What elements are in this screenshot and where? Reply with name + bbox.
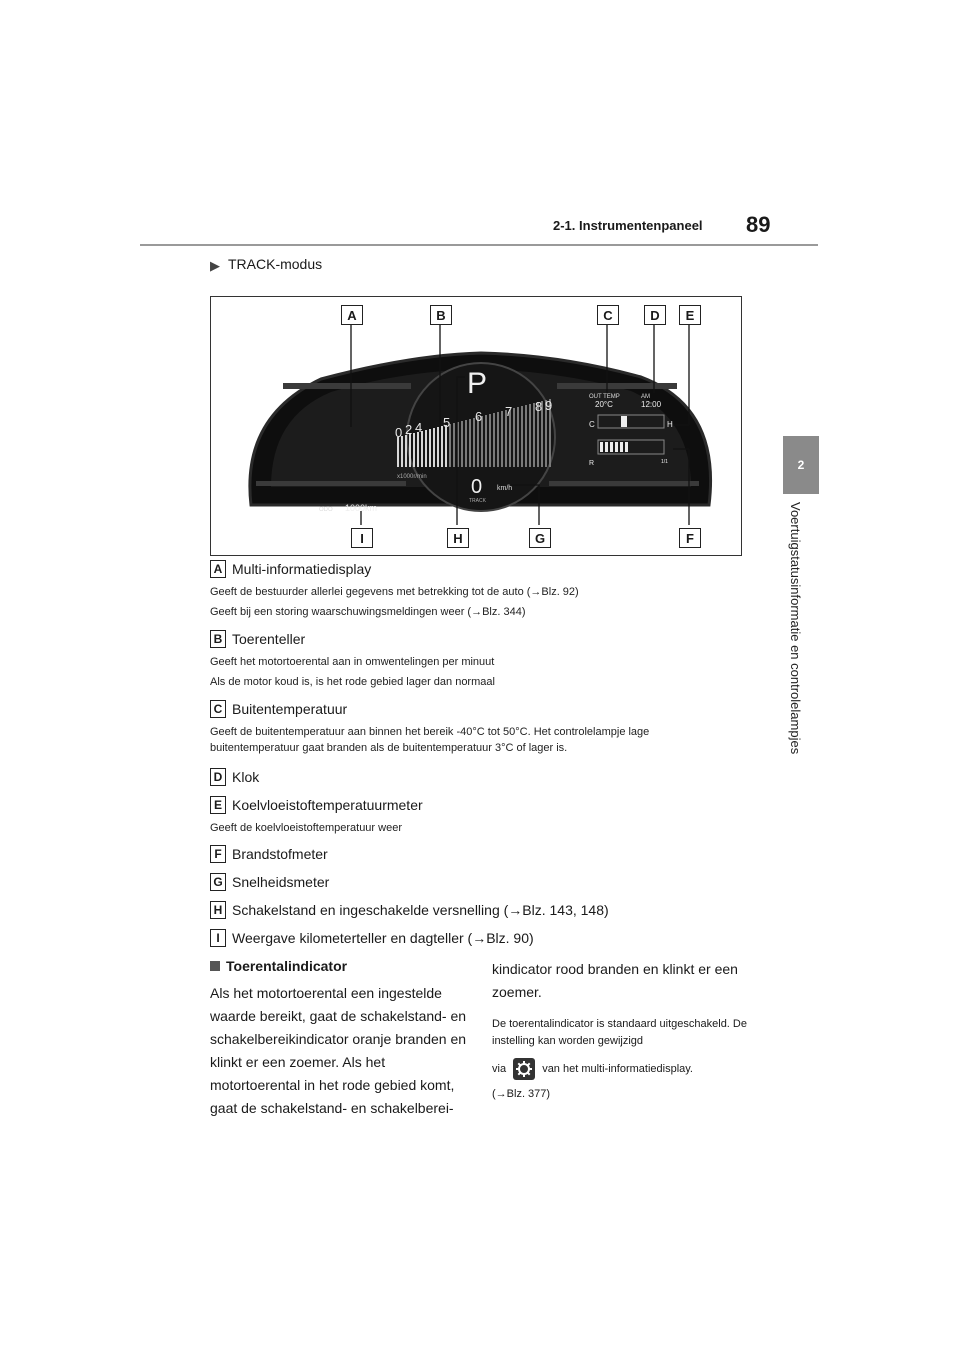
rpm-unit: x1000r/min xyxy=(397,474,427,480)
gear-icon-svg xyxy=(513,1058,535,1080)
legend-name: Snelheidsmeter xyxy=(232,874,330,890)
rpm-tick: 4 xyxy=(415,420,423,435)
bullet-arrow-icon: ▶ xyxy=(210,258,220,273)
mode-title: TRACK-modus xyxy=(228,256,323,272)
gear-icon xyxy=(513,1058,535,1080)
legend-name: Koelvloeistoftemperatuurmeter xyxy=(232,797,423,813)
legend-letter: C xyxy=(210,700,226,718)
legend-desc: Geeft het motortoerental aan in omwentelingen per minuut xyxy=(210,656,495,669)
legend-item-d xyxy=(210,768,750,786)
legend-desc: Geeft de buitentemperatuur aan binnen het bereik -40°C tot 50°C. Het controlelampje lage buitentemperatuur gaat branden als de buitentemperatuur 3°C of lager is. xyxy=(210,726,650,755)
rpm-tick: 6 xyxy=(475,409,483,424)
legend-name: Klok xyxy=(232,769,260,785)
toerental-column-1 xyxy=(210,958,468,1120)
callout-b: B xyxy=(430,305,452,325)
body-paragraph: Als het motortoerental een ingestelde waarde bereikt, gaat de schakelstand- en schakelbereikindicator oranje branden en klinkt er een zoemer. Als het motortoerental in het rode gebied komt, gaat de schakelstand- en schakelberei- xyxy=(210,985,467,1116)
legend-name: Brandstofmeter xyxy=(232,846,328,862)
callout-f: F xyxy=(679,528,701,548)
legend-name: Weergave kilometerteller en dagteller (→Blz. 90) xyxy=(232,930,534,946)
speed-value: 0 xyxy=(471,476,483,498)
legend-item-h xyxy=(210,901,750,919)
legend-letter: G xyxy=(210,873,226,891)
section-title: 2-1. Instrumentenpaneel xyxy=(553,218,703,233)
legend-name: Toerenteller xyxy=(232,631,306,647)
square-bullet-icon xyxy=(210,961,220,971)
legend-desc: Geeft bij een storing waarschuwingsmeldingen weer (→Blz. 344) xyxy=(210,606,526,619)
rpm-tick: 2 xyxy=(405,422,413,437)
note-paragraph: De toerentalindicator is standaard uitgeschakeld. De instelling kan worden gewijzigd xyxy=(492,1018,747,1047)
fuel-reserve: R xyxy=(589,460,595,467)
callout-a: A xyxy=(341,305,363,325)
legend-letter: B xyxy=(210,630,226,648)
legend-letter: H xyxy=(210,901,226,919)
legend-letter: F xyxy=(210,845,226,863)
fuel-full: 1/1 xyxy=(661,459,668,465)
clock-time: 12:00 xyxy=(641,400,662,409)
out-temp-label: OUT TEMP xyxy=(589,394,620,400)
callout-i: I xyxy=(351,528,373,548)
legend-letter: E xyxy=(210,796,226,814)
callout-c: C xyxy=(597,305,619,325)
legend-name: Buitentemperatuur xyxy=(232,701,348,717)
callout-e: E xyxy=(679,305,701,325)
chapter-title xyxy=(788,502,810,802)
chapter-title-text: Voertuigstatusinformatie en controlelampjes xyxy=(788,502,803,755)
legend-name: Schakelstand en ingeschakelde versnelling (→Blz. 143, 148) xyxy=(232,902,609,918)
note-via: via xyxy=(492,1062,507,1075)
callout-g: G xyxy=(529,528,551,548)
rpm-tick: 8 xyxy=(535,399,543,414)
page-number: 89 xyxy=(746,212,771,237)
gear-indicator: P xyxy=(467,367,488,400)
rpm-tick: 0 xyxy=(395,425,403,440)
subsection-heading-text: Toerentalindicator xyxy=(226,958,348,974)
subsection-heading xyxy=(210,958,468,974)
rpm-tick: 7 xyxy=(505,404,513,419)
legend-item-g xyxy=(210,873,750,891)
legend-item-c xyxy=(210,700,750,756)
mode-label: TRACK xyxy=(469,498,486,504)
coolant-cold: C xyxy=(589,420,595,429)
rpm-tick: 5 xyxy=(443,415,451,430)
chapter-tab xyxy=(783,436,819,494)
legend-item-a xyxy=(210,560,750,620)
chapter-number: 2 xyxy=(797,458,805,472)
legend-desc: Geeft de bestuurder allerlei gegevens met betrekking tot de auto (→Blz. 92) xyxy=(210,586,579,599)
instrument-cluster-illustration xyxy=(211,297,741,555)
note-rest: van het multi-informatiedisplay. xyxy=(542,1062,693,1075)
legend-desc: Als de motor koud is, is het rode gebied lager dan normaal xyxy=(210,676,495,689)
odo-label: ODO xyxy=(319,507,333,513)
legend-item-f xyxy=(210,845,750,863)
legend-item-e xyxy=(210,796,750,836)
instrument-cluster-figure xyxy=(210,296,742,556)
callout-h: H xyxy=(447,528,469,548)
legend-letter: A xyxy=(210,560,226,578)
legend-item-i xyxy=(210,929,750,947)
legend-letter: D xyxy=(210,768,226,786)
toerental-column-2 xyxy=(492,958,748,1103)
legend-desc: Geeft de koelvloeistoftemperatuur weer xyxy=(210,822,402,835)
legend-letter: I xyxy=(210,929,226,947)
callout-d: D xyxy=(644,305,666,325)
legend-name: Multi-informatiedisplay xyxy=(232,561,372,577)
odo-value: 1000km xyxy=(345,503,378,513)
legend-item-b xyxy=(210,630,750,690)
note-via-line xyxy=(492,1058,748,1080)
speed-unit: km/h xyxy=(497,485,513,492)
out-temp-value: 20°C xyxy=(595,400,613,409)
header-rule xyxy=(140,244,818,246)
clock-ampm: AM xyxy=(641,394,650,400)
rpm-tick: 9 xyxy=(545,398,553,413)
body-paragraph-continued: kindicator rood branden en klinkt er een zoemer. xyxy=(492,961,738,1000)
coolant-hot: H xyxy=(667,420,673,429)
note-reference: (→Blz. 377) xyxy=(492,1088,551,1100)
